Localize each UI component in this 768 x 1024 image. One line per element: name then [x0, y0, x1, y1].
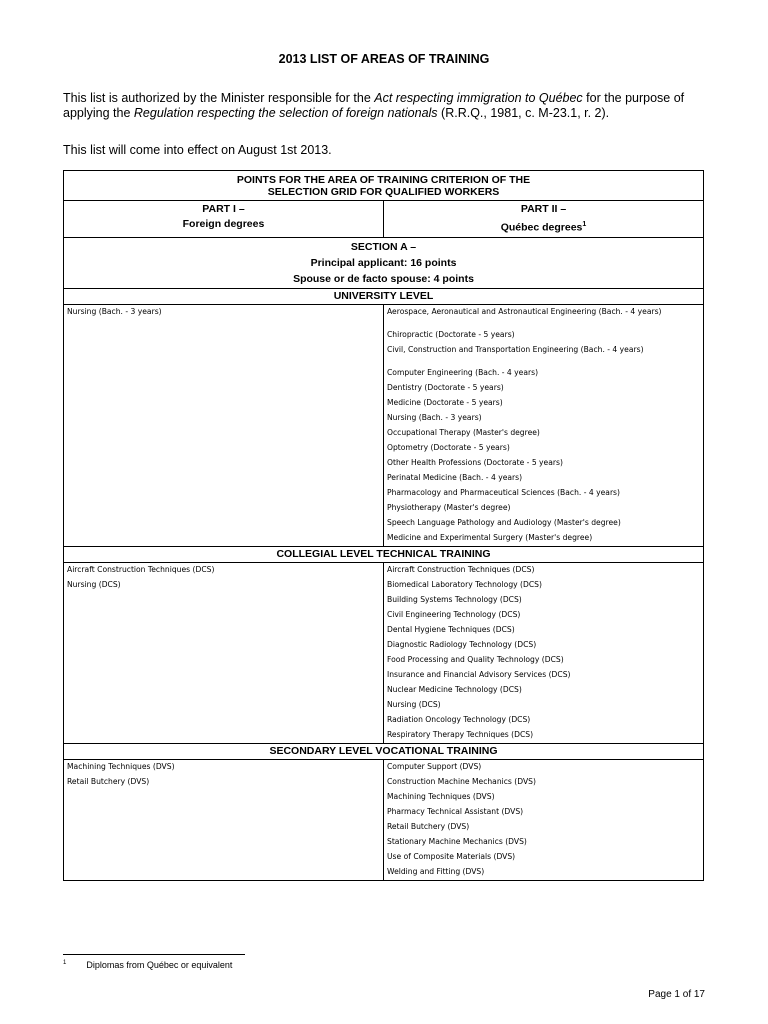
intro-paragraph — [63, 91, 693, 121]
list-item: Retail Butchery (DVS) — [67, 776, 150, 786]
list-item: Construction Machine Mechanics (DVS) — [387, 776, 536, 786]
part-1-title: Foreign degrees — [182, 218, 265, 230]
collegial-foreign-list — [64, 562, 384, 743]
university-heading-row — [64, 288, 704, 304]
section-a-heading — [64, 237, 704, 288]
principal-applicant-points: Principal applicant: 16 points — [310, 256, 457, 269]
list-item: Aerospace, Aeronautical and Astronautical Engineering (Bach. - 4 years) — [387, 306, 662, 316]
part-2-title-wrap — [387, 217, 700, 236]
list-item: Insurance and Financial Advisory Services (DCS) — [387, 669, 571, 679]
list-item: Occupational Therapy (Master's degree) — [387, 427, 540, 437]
list-item: Dentistry (Doctorate - 5 years) — [387, 382, 504, 392]
list-item: Machining Techniques (DVS) — [67, 761, 175, 771]
collegial-quebec-list — [384, 562, 704, 743]
regulation-title: Regulation respecting the selection of foreign nationals — [133, 106, 438, 120]
list-item: Nursing (Bach. - 3 years) — [387, 412, 482, 422]
list-item: Nursing (Bach. - 3 years) — [67, 306, 162, 316]
footnote-ref: 1 — [582, 221, 587, 228]
list-item: Aircraft Construction Techniques (DCS) — [67, 564, 215, 574]
section-label: SECTION A – — [350, 240, 417, 253]
page-number: Page 1 of 17 — [648, 989, 705, 1000]
list-item: Food Processing and Quality Technology (DCS) — [387, 654, 564, 664]
effective-date-paragraph: This list will come into effect on August 1st 2013. — [63, 143, 332, 157]
secondary-quebec-list — [384, 759, 704, 880]
list-item: Dental Hygiene Techniques (DCS) — [387, 624, 515, 634]
list-item: Computer Support (DVS) — [387, 761, 482, 771]
list-item: Nursing (DCS) — [387, 699, 441, 709]
footnote — [63, 960, 232, 970]
list-item: Pharmacy Technical Assistant (DVS) — [387, 806, 524, 816]
university-list-row — [64, 304, 704, 546]
act-title: Act respecting immigration to Québec — [374, 91, 583, 105]
list-item: Civil, Construction and Transportation Engineering (Bach. - 4 years) — [387, 344, 644, 354]
list-item: Medicine and Experimental Surgery (Master's degree) — [387, 532, 593, 542]
list-item: Nursing (DCS) — [67, 579, 121, 589]
university-quebec-list — [384, 304, 704, 546]
list-item: Biomedical Laboratory Technology (DCS) — [387, 579, 542, 589]
header-line-2: SELECTION GRID FOR QUALIFIED WORKERS — [267, 186, 500, 198]
list-item: Chiropractic (Doctorate - 5 years) — [387, 329, 515, 339]
list-item: Perinatal Medicine (Bach. - 4 years) — [387, 472, 523, 482]
list-item: Physiotherapy (Master's degree) — [387, 502, 511, 512]
part-2-title: Québec degrees — [500, 221, 583, 234]
list-item: Other Health Professions (Doctorate - 5 years) — [387, 457, 563, 467]
list-item: Pharmacology and Pharmaceutical Sciences (Bach. - 4 years) — [387, 487, 620, 497]
collegial-heading-row — [64, 546, 704, 562]
document-title: 2013 LIST OF AREAS OF TRAINING — [278, 52, 490, 66]
section-row — [64, 237, 704, 288]
university-level-heading: UNIVERSITY LEVEL — [64, 288, 704, 304]
list-item: Civil Engineering Technology (DCS) — [387, 609, 521, 619]
list-item: Stationary Machine Mechanics (DVS) — [387, 836, 527, 846]
secondary-level-heading: SECONDARY LEVEL VOCATIONAL TRAINING — [64, 743, 704, 759]
university-foreign-list — [64, 304, 384, 546]
list-item: Optometry (Doctorate - 5 years) — [387, 442, 510, 452]
list-item: Nuclear Medicine Technology (DCS) — [387, 684, 522, 694]
header-line-1: POINTS FOR THE AREA OF TRAINING CRITERION OF THE — [236, 174, 531, 186]
parts-row — [64, 201, 704, 238]
part-2-heading — [384, 201, 704, 238]
footnote-mark: 1 — [63, 960, 67, 966]
part-2-label: PART II – — [520, 203, 567, 215]
spouse-points: Spouse or de facto spouse: 4 points — [293, 272, 474, 285]
list-item: Respiratory Therapy Techniques (DCS) — [387, 729, 534, 739]
list-item: Welding and Fitting (DVS) — [387, 866, 485, 876]
list-item: Computer Engineering (Bach. - 4 years) — [387, 367, 539, 377]
list-item: Medicine (Doctorate - 5 years) — [387, 397, 503, 407]
list-item: Retail Butchery (DVS) — [387, 821, 470, 831]
intro-text-c: (R.R.Q., 1981, c. M-23.1, r. 2). — [437, 106, 610, 120]
table-header — [64, 171, 704, 201]
secondary-foreign-list — [64, 759, 384, 880]
secondary-heading-row — [64, 743, 704, 759]
collegial-list-row — [64, 562, 704, 743]
list-item: Radiation Oncology Technology (DCS) — [387, 714, 531, 724]
list-item: Machining Techniques (DVS) — [387, 791, 495, 801]
footnote-divider — [63, 954, 245, 955]
part-1-label: PART I – — [202, 203, 245, 215]
footnote-text: Diplomas from Québec or equivalent — [86, 960, 233, 970]
intro-text-a: This list is authorized by the Minister responsible for the — [63, 91, 375, 105]
list-item: Aircraft Construction Techniques (DCS) — [387, 564, 535, 574]
training-areas-table — [63, 170, 704, 881]
part-1-heading — [64, 201, 384, 238]
table-header-row — [64, 171, 704, 201]
intro-text-b: for the purpose of applying the — [63, 91, 685, 120]
secondary-list-row — [64, 759, 704, 880]
collegial-level-heading: COLLEGIAL LEVEL TECHNICAL TRAINING — [64, 546, 704, 562]
list-item: Diagnostic Radiology Technology (DCS) — [387, 639, 537, 649]
list-item: Use of Composite Materials (DVS) — [387, 851, 516, 861]
list-item: Speech Language Pathology and Audiology (Master's degree) — [387, 517, 621, 527]
list-item: Building Systems Technology (DCS) — [387, 594, 522, 604]
